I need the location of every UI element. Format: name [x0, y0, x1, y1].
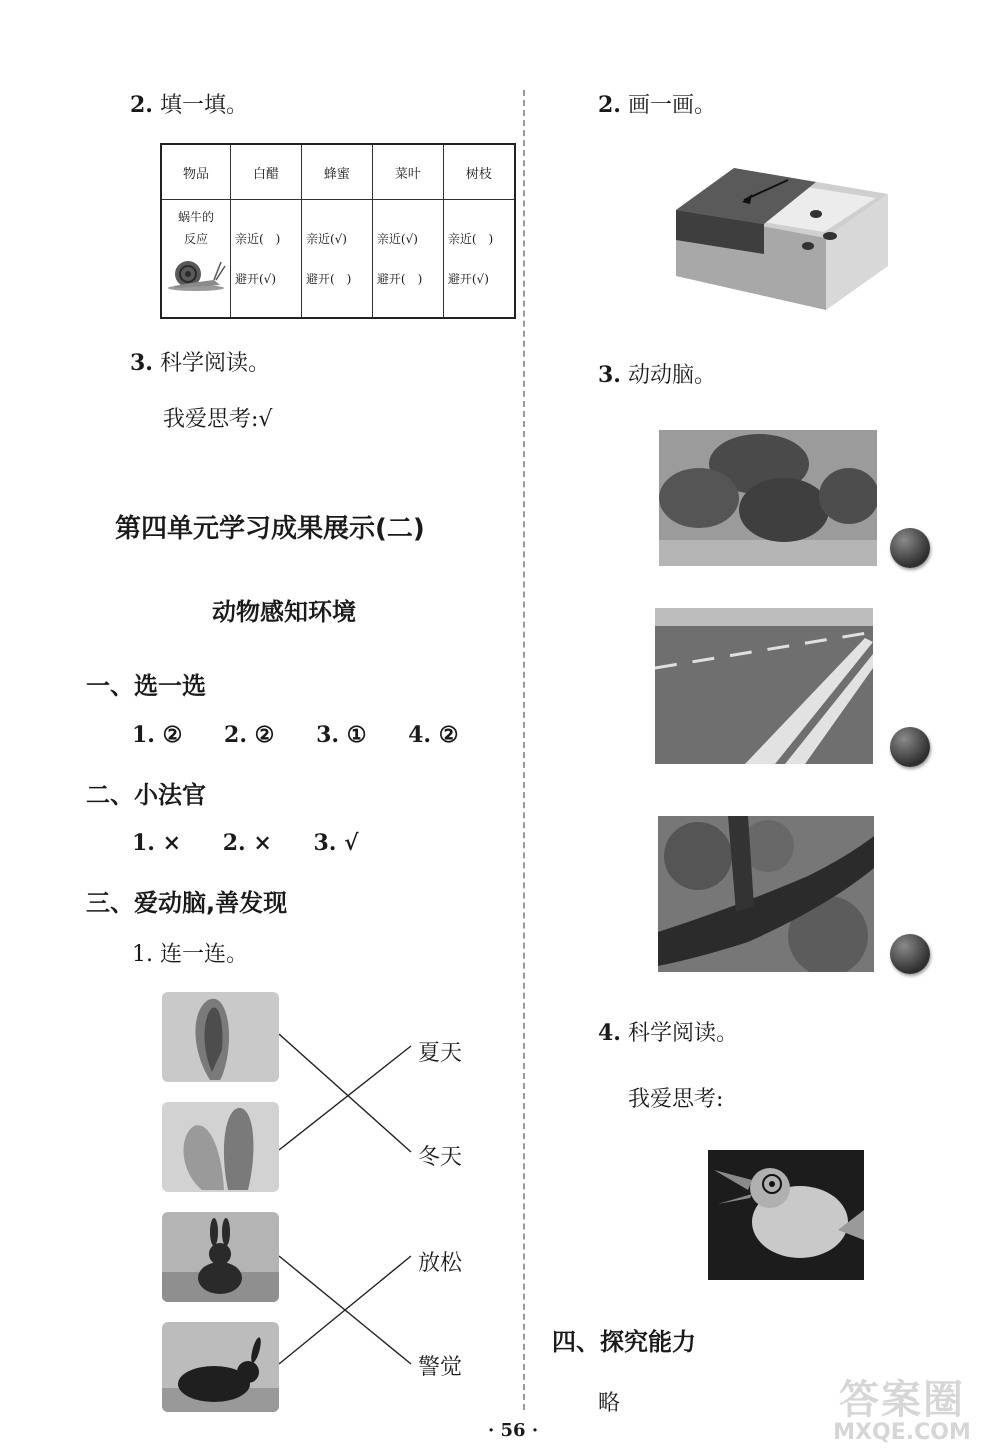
- road-illustration: [655, 608, 873, 764]
- matching-lines: [279, 1030, 419, 1370]
- right-q2-title: 画一画。: [627, 93, 716, 118]
- near-option: 亲近(√): [376, 231, 418, 246]
- right-q2-number: 2.: [598, 92, 621, 118]
- near-option: 亲近( ): [235, 231, 281, 246]
- left-q3-number: 3.: [130, 350, 153, 376]
- snail-reaction-table: [160, 143, 516, 319]
- right-q4-heading: [598, 1016, 738, 1047]
- left-q2-title: 填一填。: [159, 93, 248, 118]
- near-option: 亲近( ): [447, 231, 494, 246]
- relaxed-rabbit-illustration: [162, 1212, 279, 1302]
- reaction-cell-vinegar: [231, 200, 302, 319]
- shrub-photo: [659, 430, 877, 566]
- column-divider: [523, 90, 525, 1410]
- answer-item: 2. ×: [222, 830, 272, 856]
- right-q4-title: 科学阅读。: [627, 1021, 738, 1046]
- section-1-title: 一、选一选: [86, 672, 206, 700]
- check-icon: [890, 934, 930, 974]
- left-q3-think: 我爱思考:√: [163, 407, 273, 432]
- reaction-cell-honey: [301, 200, 372, 319]
- rabbit-alert-image: [162, 1322, 279, 1412]
- right-q4-number: 4.: [598, 1020, 621, 1046]
- rabbit-ear-thin-image: [162, 992, 279, 1082]
- reaction-cell-twig: [443, 200, 515, 319]
- rabbit-relaxed-image: [162, 1212, 279, 1302]
- match-label-relax: 放松: [418, 1251, 463, 1276]
- away-option: 避开(√): [235, 271, 277, 286]
- section-2-title: 二、小法官: [86, 781, 206, 809]
- row-label-cell: [161, 200, 231, 319]
- section-4-answer: 略: [598, 1391, 621, 1416]
- row-label-line2: 反应: [183, 232, 208, 246]
- shrub-illustration: [659, 430, 877, 566]
- left-q2-number: 2.: [130, 92, 153, 118]
- table-header-cell: 蜂蜜: [301, 144, 372, 200]
- answer-item: 1. ×: [132, 830, 182, 856]
- watermark-line2: MXQE.COM: [833, 1420, 971, 1445]
- snail-box-drawing: [676, 158, 888, 310]
- alert-rabbit-illustration: [162, 1322, 279, 1412]
- check-icon: [890, 727, 930, 767]
- away-option: 避开(√): [447, 271, 489, 286]
- section-1-answers: [132, 722, 458, 748]
- section-3-title: 三、爱动脑,善发现: [86, 889, 288, 917]
- bird-illustration: [708, 1150, 864, 1280]
- right-q3-heading: [598, 358, 716, 389]
- page-number: · 56 ·: [488, 1420, 539, 1441]
- table-row: [161, 200, 515, 319]
- right-q3-title: 动动脑。: [627, 363, 716, 388]
- table-header-cell: 白醋: [231, 144, 302, 200]
- thin-ear-illustration: [162, 992, 279, 1082]
- section-4-title: 四、探究能力: [552, 1328, 696, 1356]
- watermark-line1: 答案圈: [839, 1377, 965, 1423]
- away-option: 避开( ): [376, 271, 423, 286]
- section-3-q1: 1. 连一连。: [132, 942, 248, 967]
- answer-item: 1. ②: [132, 722, 183, 748]
- answer-item: 3. ①: [316, 722, 367, 748]
- table-header-row: [161, 144, 515, 200]
- row-label-line1: 蜗牛的: [177, 210, 214, 224]
- answer-item: 3. √: [313, 830, 359, 856]
- unit-title: 第四单元学习成果展示(二): [115, 514, 425, 544]
- match-label-alert: 警觉: [418, 1355, 463, 1380]
- away-option: 避开( ): [305, 271, 352, 286]
- section-2-answers: [132, 830, 359, 856]
- answer-item: 2. ②: [224, 722, 275, 748]
- sub-title: 动物感知环境: [212, 598, 356, 626]
- table-header-cell: 菜叶: [372, 144, 443, 200]
- table-header-cell: 物品: [161, 144, 231, 200]
- road-photo: [655, 608, 873, 764]
- thick-ear-illustration: [162, 1102, 279, 1192]
- check-icon: [890, 528, 930, 568]
- watermark-logo: [812, 1379, 992, 1445]
- snail-image: [166, 252, 226, 292]
- right-q4-think: 我爱思考:: [628, 1087, 724, 1112]
- bird-photo: [708, 1150, 864, 1280]
- rabbit-ear-thick-image: [162, 1102, 279, 1192]
- match-label-summer: 夏天: [418, 1041, 463, 1066]
- left-q3-heading: [130, 346, 270, 377]
- right-q3-number: 3.: [598, 362, 621, 388]
- near-option: 亲近(√): [305, 231, 347, 246]
- left-q2-heading: [130, 88, 248, 119]
- tree-branch-photo: [658, 816, 874, 972]
- table-header-cell: 树枝: [443, 144, 515, 200]
- match-label-winter: 冬天: [418, 1145, 463, 1170]
- reaction-cell-leaf: [372, 200, 443, 319]
- tree-branch-illustration: [658, 816, 874, 972]
- answer-item: 4. ②: [408, 722, 459, 748]
- right-q2-heading: [598, 88, 716, 119]
- left-q3-title: 科学阅读。: [159, 351, 270, 376]
